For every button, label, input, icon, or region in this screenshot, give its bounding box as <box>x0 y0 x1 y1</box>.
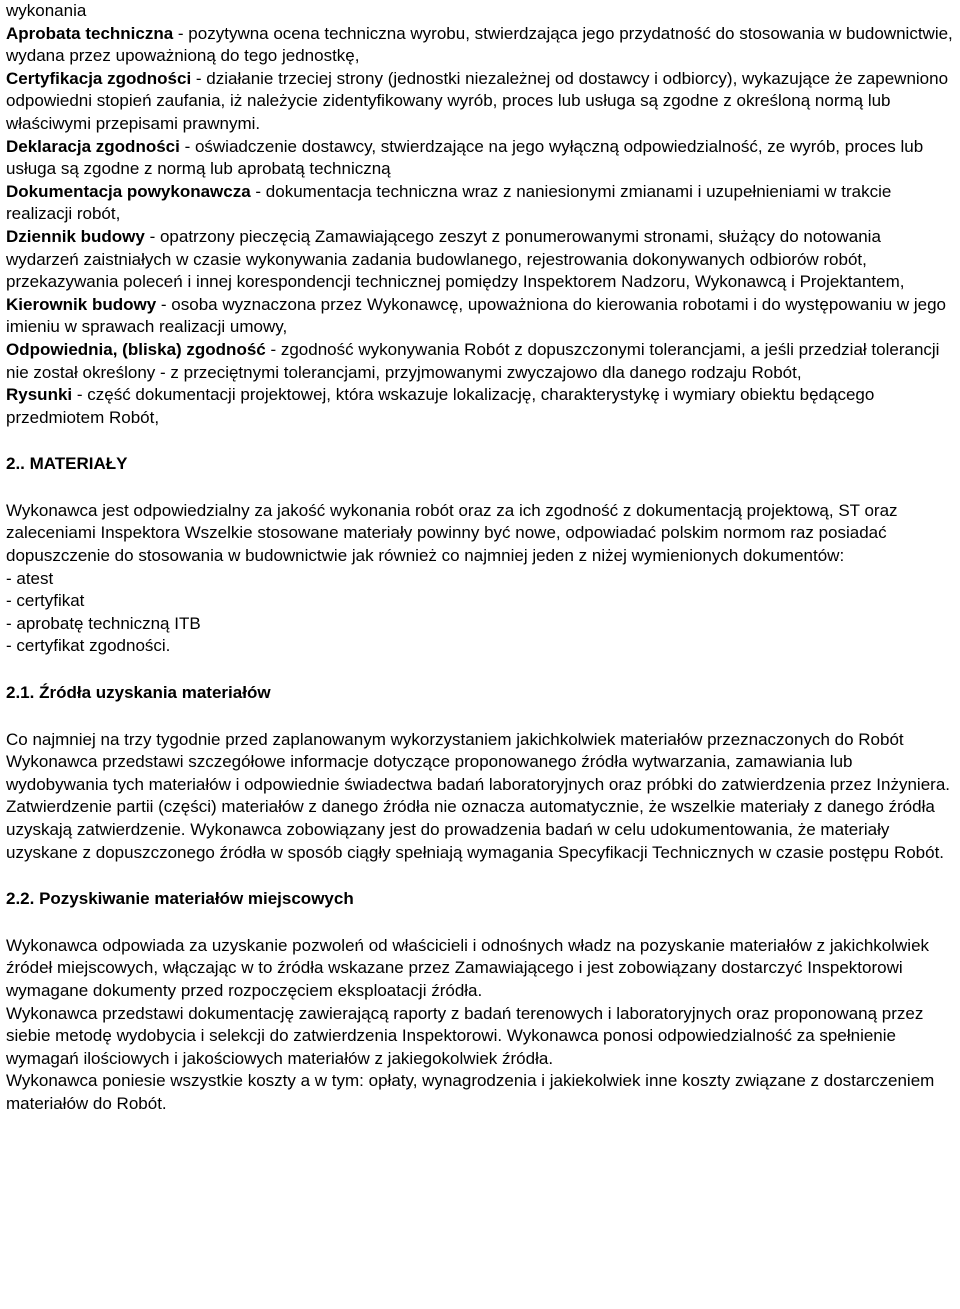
def-term: Kierownik budowy <box>6 294 157 314</box>
list-item: - certyfikat <box>6 591 85 611</box>
section-pozyskiwanie-p3: Wykonawca poniesie wszystkie koszty a w tym: opłaty, wynagrodzenia i jakiekolwiek inne koszty związane z dostarczeniem materiałów do Robót. <box>6 1071 935 1113</box>
def-kierownik <box>6 294 954 339</box>
def-deklaracja <box>6 136 954 181</box>
list-item: - atest <box>6 568 54 588</box>
def-continuation <box>6 0 954 23</box>
def-text: - działanie trzeciej strony (jednostki niezależnej od dostawcy i odbiorcy), wykazujące że zapewniono odpowiedni stopień zaufania, iż należycie zidentyfikowany wyrób, proces lub usługa są zgodne z określoną normą lub właściwymi przepisami prawnymi. <box>6 68 949 133</box>
section-pozyskiwanie-p1: Wykonawca odpowiada za uzyskanie pozwoleń od właścicieli i odnośnych władz na pozyskanie materiałów z jakichkolwiek źródeł miejscowych, włączając w to źródła wskazane przez Zamawiającego i jest zobowiązany dostarczyć Inspektorowi wymagane dokumenty przed rozpoczęciem eksploatacji źródła. <box>6 935 930 1000</box>
def-rysunki <box>6 384 954 429</box>
document-list <box>6 568 954 658</box>
def-text: - pozytywna ocena techniczna wyrobu, stwierdzająca jego przydatność do stosowania w budownictwie, wydana przez upoważnioną do tego jednostkę, <box>6 23 953 66</box>
def-text: wykonania <box>6 1 87 20</box>
def-term: Odpowiednia, (bliska) zgodność <box>6 339 266 359</box>
list-item: - certyfikat zgodności. <box>6 636 171 656</box>
section-materialy-intro: Wykonawca jest odpowiedzialny za jakość wykonania robót oraz za ich zgodność z dokumentacją projektową, ST oraz zaleceniami Inspektora Wszelkie stosowane materiały powinny być nowe, odpowiadać polskim normom raz posiadać dopuszczenie do stosowania w budownictwie jak również co najmniej jeden z niżej wymienionych dokumentów: <box>6 500 898 566</box>
section-pozyskiwanie-p2: Wykonawca przedstawi dokumentację zawierającą raporty z badań terenowych i laboratoryjnych oraz proponowaną przez siebie metodę wydobycia i selekcji do zatwierdzenia Inspektorowi. Wykonawca ponosi odpowiedzialność za spełnienie wymagań ilościowych i jakościowych materiałów z jakiegokolwiek źródła. <box>6 1003 924 1068</box>
def-text: - część dokumentacji projektowej, która wskazuje lokalizację, charakterystykę i wymiary obiektu będącego przedmiotem Robót, <box>6 385 875 427</box>
def-aprobata <box>6 23 954 68</box>
def-term: Deklaracja zgodności <box>6 136 180 156</box>
def-text: - zgodność wykonywania Robót z dopuszczonymi tolerancjami, a jeśli przedział tolerancji nie został określony - z przeciętnymi tolerancjami, przyjmowanymi zwyczajowo dla danego rodzaju Robót, <box>6 339 940 382</box>
def-odpowiednia <box>6 339 954 384</box>
def-dokumentacja <box>6 181 954 226</box>
def-certyfikacja <box>6 68 954 136</box>
def-term: Rysunki <box>6 385 73 405</box>
def-text: - osoba wyznaczona przez Wykonawcę, upoważniona do kierowania robotami i do występowaniu w jego imieniu w sprawach realizacji umowy, <box>6 294 947 337</box>
def-text: - dokumentacja techniczna wraz z naniesionymi zmianami i uzupełnieniami w trakcie realizacji robót, <box>6 181 892 224</box>
list-item: - aprobatę techniczną ITB <box>6 613 201 633</box>
def-term: Certyfikacja zgodności <box>6 68 192 88</box>
section-zrodla-text: Co najmniej na trzy tygodnie przed zaplanowanym wykorzystaniem jakichkolwiek materiałów przeznaczonych do Robót Wykonawca przedstawi szczegółowe informacje dotyczące proponowanego źródła wytwarzania, zamawiania lub wydobywania tych materiałów i odpowiednie świadectwa badań laboratoryjnych oraz próbki do zatwierdzenia przez Inżyniera. Zatwierdzenie partii (części) materiałów z danego źródła nie oznacza automatycznie, że wszelkie materiały z danego źródła uzyskają zatwierdzenie. Wykonawca zobowiązany jest do prowadzenia badań w celu udokumentowania, że materiały uzyskane z dopuszczonego źródła w sposób ciągły spełniają wymagania Specyfikacji Technicznych w czasie postępu Robót. <box>6 729 950 862</box>
def-term: Dokumentacja powykonawcza <box>6 181 251 201</box>
def-dziennik <box>6 226 954 294</box>
section-heading-pozyskiwanie: 2.2. Pozyskiwanie materiałów miejscowych <box>6 889 354 909</box>
def-text: - oświadczenie dostawcy, stwierdzające na jego wyłączną odpowiedzialność, ze wyrób, proces lub usługa są zgodne z normą lub aprobatą techniczną <box>6 136 924 179</box>
def-term: Dziennik budowy <box>6 226 145 246</box>
def-term: Aprobata techniczna <box>6 23 174 43</box>
section-heading-materialy: 2.. MATERIAŁY <box>6 454 128 474</box>
def-text: - opatrzony pieczęcią Zamawiającego zeszyt z ponumerowanymi stronami, służący do notowania wydarzeń zaistniałych w czasie wykonywania zadania budowlanego, rejestrowania dokonywanych odbiorów robót, przekazywania poleceń i innej korespondencji technicznej pomiędzy Inspektorem Nadzoru, Wykonawcą i Projektantem, <box>6 226 905 292</box>
section-heading-zrodla: 2.1. Źródła uzyskania materiałów <box>6 683 271 703</box>
